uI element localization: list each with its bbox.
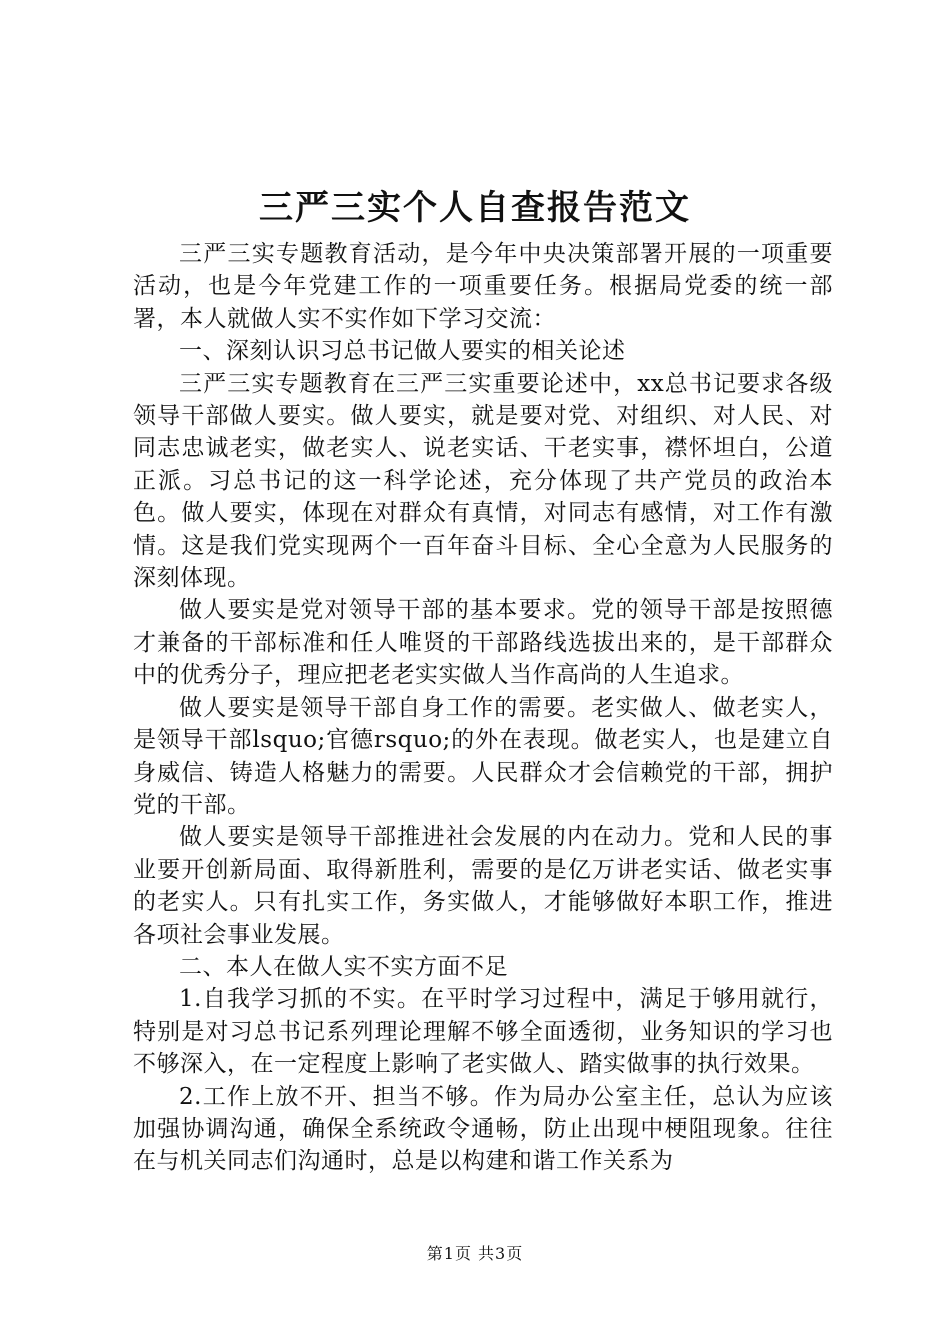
paragraph: 做人要实是领导干部自身工作的需要。老实做人、做老实人，是领导干部lsquo;官德rsquo;的外在表现。做老实人，也是建立自身威信、铸造人格魅力的需要。人民群众才会信赖党的干部，拥护党的干部。 (133, 694, 833, 818)
page-footer: 第1页 共3页 (426, 1244, 524, 1263)
paragraph: 做人要实是党对领导干部的基本要求。党的领导干部是按照德才兼备的干部标准和任人唯贤的干部路线选拔出来的，是干部群众中的优秀分子，理应把老老实实做人当作高尚的人生追求。 (133, 597, 833, 689)
document-title: 三严三实个人自查报告范文 (259, 188, 691, 228)
paragraph: 2.工作上放不开、担当不够。作为局办公室主任，总认为应该加强协调沟通，确保全系统政令通畅，防止出现中梗阻现象。往往在与机关同志们沟通时，总是以构建和谐工作关系为 (133, 1083, 833, 1175)
section-heading: 一、深刻认识习总书记做人要实的相关论述 (179, 338, 626, 365)
section-heading: 二、本人在做人实不实方面不足 (179, 953, 508, 980)
document-body (133, 238, 833, 1178)
paragraph: 三严三实专题教育活动，是今年中央决策部署开展的一项重要活动，也是今年党建工作的一项重要任务。根据局党委的统一部署，本人就做人实不实作如下学习交流： (133, 241, 833, 332)
paragraph: 做人要实是领导干部推进社会发展的内在动力。党和人民的事业要开创新局面、取得新胜利，需要的是亿万讲老实话、做老实事的老实人。只有扎实工作，务实做人，才能够做好本职工作，推进各项社会事业发展。 (133, 824, 833, 948)
paragraph: 三严三实专题教育在三严三实重要论述中，xx总书记要求各级领导干部做人要实。做人要实，就是要对党、对组织、对人民、对同志忠诚老实，做老实人、说老实话、干老实事，襟怀坦白，公道正派。习总书记的这一科学论述，充分体现了共产党员的政治本色。做人要实，体现在对群众有真情，对同志有感情，对工作有激情。这是我们党实现两个一百年奋斗目标、全心全意为人民服务的深刻体现。 (133, 370, 833, 592)
paragraph: 1.自我学习抓的不实。在平时学习过程中，满足于够用就行，特别是对习总书记系列理论理解不够全面透彻，业务知识的学习也不够深入，在一定程度上影响了老实做人、踏实做事的执行效果。 (133, 986, 833, 1078)
